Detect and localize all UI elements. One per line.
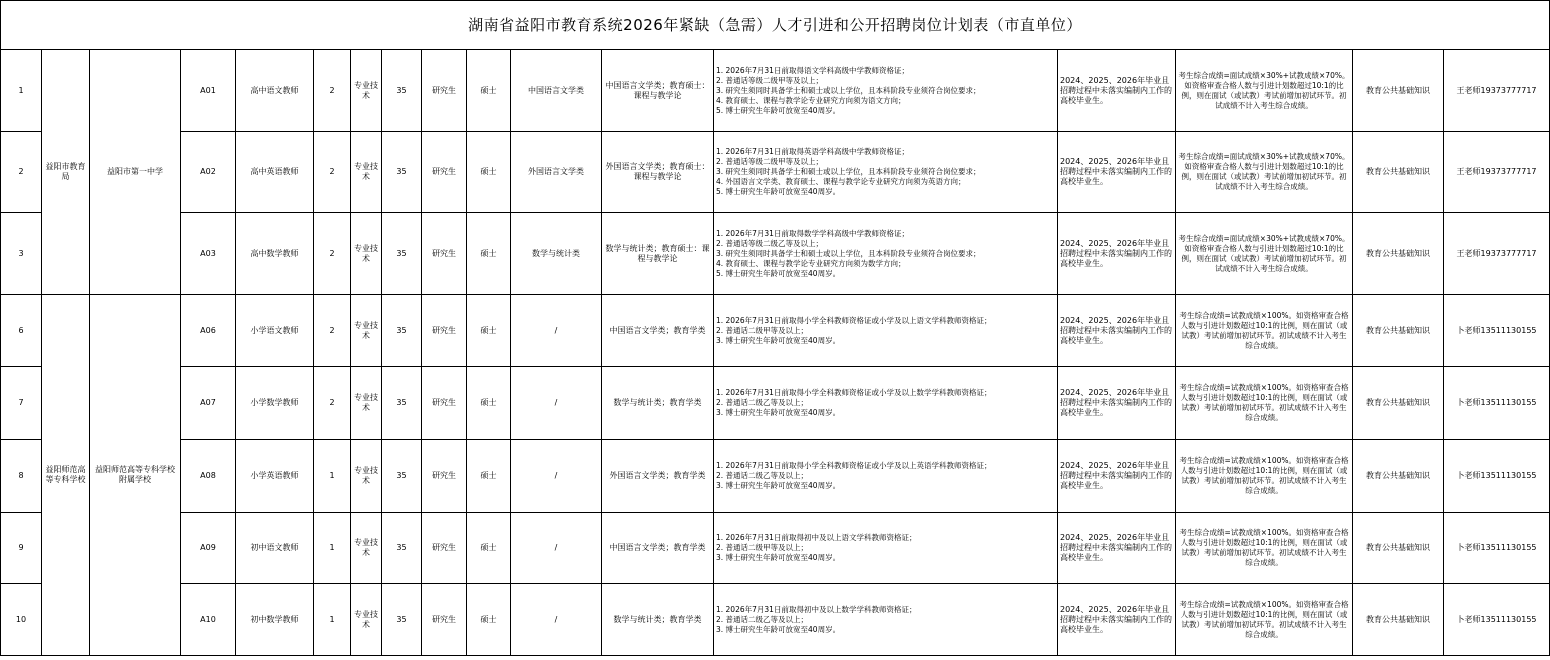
title-row	[1, 1, 1550, 50]
contact-cell[interactable]: 王老师19373777717	[1444, 132, 1550, 213]
row-number-cell[interactable]: 3	[1, 213, 42, 295]
selection-method-cell[interactable]: 考生综合成绩=面试成绩×30%+试教成绩×70%。如资格审查合格人数与引进计划数超过10:1的比例，则在面试（或试教）考试前增加初试环节。初试成绩不计入考生综合成绩。	[1176, 132, 1353, 213]
post-code-cell[interactable]: A02	[181, 132, 236, 213]
degree-cell[interactable]: 硕士	[467, 295, 511, 367]
postgrad-major-cell[interactable]: 外国语言文学类；教育学类	[602, 440, 714, 513]
requirement-line: 1. 2026年7月31日前取得初中及以上语文学科教师资格证；	[716, 533, 917, 542]
undergrad-major-cell[interactable]: 数学与统计类	[511, 213, 602, 295]
age-cell[interactable]: 35	[382, 213, 422, 295]
table-row	[1, 132, 1550, 213]
age-cell[interactable]: 35	[382, 440, 422, 513]
requirement-line: 3. 研究生须同时具备学士和硕士或以上学位，且本科阶段专业须符合岗位要求；	[716, 248, 981, 258]
postgrad-major-cell[interactable]: 中国语言文学类；教育学类	[602, 513, 714, 584]
age-cell[interactable]: 35	[382, 132, 422, 213]
age-cell[interactable]: 35	[382, 50, 422, 132]
requirement-line: 5. 博士研究生年龄可放宽至40周岁。	[716, 268, 841, 278]
requirement-line: 1. 2026年7月31日前取得英语学科高级中学教师资格证；	[716, 147, 909, 156]
requirement-line: 1. 2026年7月31日前取得小学全科教师资格证或小学及以上英语学科教师资格证；	[716, 461, 992, 470]
target-cell[interactable]: 2024、2025、2026年毕业且招聘过程中未落实编制内工作的高校毕业生。	[1058, 584, 1176, 656]
requirement-line: 1. 2026年7月31日前取得初中及以上数学学科教师资格证；	[716, 604, 917, 614]
exam-subject-cell[interactable]: 教育公共基础知识	[1353, 132, 1444, 213]
requirement-line: 2. 普通话二级乙等及以上；	[716, 471, 809, 480]
selection-method-cell[interactable]: 考生综合成绩=面试成绩×30%+试教成绩×70%。如资格审查合格人数与引进计划数超过10:1的比例，则在面试（或试教）考试前增加初试环节。初试成绩不计入考生综合成绩。	[1176, 50, 1353, 132]
row-number-cell[interactable]: 7	[1, 367, 42, 440]
undergrad-major-cell[interactable]: /	[511, 513, 602, 584]
postgrad-major-cell[interactable]: 中国语言文学类；教育硕士：课程与教学论	[602, 50, 714, 132]
target-cell[interactable]: 2024、2025、2026年毕业且招聘过程中未落实编制内工作的高校毕业生。	[1058, 295, 1176, 367]
exam-subject-cell[interactable]: 教育公共基础知识	[1353, 584, 1444, 656]
selection-method-cell[interactable]: 考生综合成绩=试教成绩×100%。如资格审查合格人数与引进计划数超过10:1的比例，则在面试（或试教）考试前增加初试环节。初试成绩不计入考生综合成绩。	[1176, 440, 1353, 513]
target-cell[interactable]: 2024、2025、2026年毕业且招聘过程中未落实编制内工作的高校毕业生。	[1058, 440, 1176, 513]
requirement-line: 2. 普通话等级二级甲等及以上；	[716, 157, 824, 166]
exam-subject-cell[interactable]: 教育公共基础知识	[1353, 213, 1444, 295]
table-row	[1, 213, 1550, 295]
requirement-line: 4. 教育硕士、课程与教学论专业研究方向须为数学方向；	[716, 258, 906, 268]
requirement-line: 1. 2026年7月31日前取得数学学科高级中学教师资格证；	[716, 228, 909, 238]
post-type-cell[interactable]: 专业技术	[351, 295, 382, 367]
postgrad-major-cell[interactable]: 中国语言文学类；教育学类	[602, 295, 714, 367]
post-name-cell[interactable]: 初中语文教师	[236, 513, 314, 584]
post-code-cell[interactable]: A08	[181, 440, 236, 513]
contact-cell[interactable]: 王老师19373777717	[1444, 213, 1550, 295]
exam-subject-cell[interactable]: 教育公共基础知识	[1353, 440, 1444, 513]
post-code-cell[interactable]: A07	[181, 367, 236, 440]
post-code-cell[interactable]: A10	[181, 584, 236, 656]
undergrad-major-cell[interactable]: /	[511, 295, 602, 367]
post-type-cell[interactable]: 专业技术	[351, 367, 382, 440]
requirement-line: 4. 教育硕士、课程与教学论专业研究方向须为语文方向；	[716, 95, 906, 105]
department-cell[interactable]: 益阳师范高等专科学校	[42, 295, 90, 656]
row-number-cell[interactable]: 1	[1, 50, 42, 132]
requirement-line: 2. 普通话二级乙等及以上；	[716, 398, 809, 407]
requirement-line: 3. 博士研究生年龄可放宽至40周岁。	[716, 624, 841, 634]
requirements-cell[interactable]	[714, 295, 1058, 367]
requirements-cell[interactable]	[714, 440, 1058, 513]
degree-cell[interactable]: 硕士	[467, 132, 511, 213]
requirement-line: 3. 博士研究生年龄可放宽至40周岁。	[716, 481, 841, 490]
post-code-cell[interactable]: A09	[181, 513, 236, 584]
post-type-cell[interactable]: 专业技术	[351, 440, 382, 513]
post-name-cell[interactable]: 小学语文教师	[236, 295, 314, 367]
requirement-line: 5. 博士研究生年龄可放宽至40周岁。	[716, 105, 841, 115]
target-cell[interactable]: 2024、2025、2026年毕业且招聘过程中未落实编制内工作的高校毕业生。	[1058, 367, 1176, 440]
age-cell[interactable]: 35	[382, 584, 422, 656]
exam-subject-cell[interactable]: 教育公共基础知识	[1353, 367, 1444, 440]
requirement-line: 2. 普通话二级乙等及以上；	[716, 614, 809, 624]
table-row	[1, 584, 1550, 656]
post-name-cell[interactable]: 初中数学教师	[236, 584, 314, 656]
undergrad-major-cell[interactable]: 外国语言文学类	[511, 132, 602, 213]
row-number-cell[interactable]: 2	[1, 132, 42, 213]
undergrad-major-cell[interactable]: /	[511, 440, 602, 513]
row-number-cell[interactable]: 8	[1, 440, 42, 513]
degree-cell[interactable]: 硕士	[467, 440, 511, 513]
postgrad-major-cell[interactable]: 数学与统计类；教育学类	[602, 584, 714, 656]
age-cell[interactable]: 35	[382, 295, 422, 367]
requirement-line: 4. 外国语言文学类、教育硕士、课程与教学论专业研究方向须为英语方向；	[716, 177, 966, 186]
row-number-cell[interactable]: 10	[1, 584, 42, 656]
table-row	[1, 50, 1550, 132]
post-type-cell[interactable]: 专业技术	[351, 513, 382, 584]
requirements-cell[interactable]	[714, 367, 1058, 440]
contact-cell[interactable]: 王老师19373777717	[1444, 50, 1550, 132]
education-cell[interactable]: 研究生	[422, 132, 467, 213]
requirement-line: 2. 普通话等级二级乙等及以上；	[716, 238, 824, 248]
row-number-cell[interactable]: 6	[1, 295, 42, 367]
requirement-line: 1. 2026年7月31日前取得小学全科教师资格证或小学及以上数学学科教师资格证；	[716, 388, 992, 397]
headcount-cell[interactable]: 1	[314, 584, 351, 656]
requirement-line: 2. 普通话等级二级甲等及以上；	[716, 75, 824, 85]
degree-cell[interactable]: 硕士	[467, 584, 511, 656]
education-cell[interactable]: 研究生	[422, 440, 467, 513]
table-title[interactable]: 湖南省益阳市教育系统2026年紧缺（急需）人才引进和公开招聘岗位计划表（市直单位）	[1, 1, 1550, 50]
requirement-line: 3. 研究生须同时具备学士和硕士或以上学位，且本科阶段专业须符合岗位要求；	[716, 167, 981, 176]
postgrad-major-cell[interactable]: 数学与统计类；教育硕士：课程与教学论	[602, 213, 714, 295]
requirement-line: 3. 博士研究生年龄可放宽至40周岁。	[716, 335, 841, 345]
department-cell[interactable]: 益阳市教育局	[42, 50, 90, 295]
requirements-cell[interactable]	[714, 132, 1058, 213]
exam-subject-cell[interactable]: 教育公共基础知识	[1353, 50, 1444, 132]
headcount-cell[interactable]: 2	[314, 295, 351, 367]
post-type-cell[interactable]: 专业技术	[351, 132, 382, 213]
post-name-cell[interactable]: 高中数学教师	[236, 213, 314, 295]
post-type-cell[interactable]: 专业技术	[351, 213, 382, 295]
exam-subject-cell[interactable]: 教育公共基础知识	[1353, 513, 1444, 584]
requirement-line: 5. 博士研究生年龄可放宽至40周岁。	[716, 187, 841, 196]
selection-method-cell[interactable]: 考生综合成绩=试教成绩×100%。如资格审查合格人数与引进计划数超过10:1的比例，则在面试（或试教）考试前增加初试环节。初试成绩不计入考生综合成绩。	[1176, 295, 1353, 367]
requirement-line: 2. 普通话二级甲等及以上；	[716, 325, 809, 335]
education-cell[interactable]: 研究生	[422, 295, 467, 367]
contact-cell[interactable]: 卜老师13511130155	[1444, 367, 1550, 440]
education-cell[interactable]: 研究生	[422, 584, 467, 656]
table-row	[1, 367, 1550, 440]
post-code-cell[interactable]: A03	[181, 213, 236, 295]
requirements-cell[interactable]	[714, 513, 1058, 584]
degree-cell[interactable]: 硕士	[467, 367, 511, 440]
table-row	[1, 440, 1550, 513]
requirement-line: 3. 博士研究生年龄可放宽至40周岁。	[716, 408, 841, 417]
post-type-cell[interactable]: 专业技术	[351, 50, 382, 132]
headcount-cell[interactable]: 1	[314, 513, 351, 584]
requirements-cell[interactable]	[714, 50, 1058, 132]
education-cell[interactable]: 研究生	[422, 50, 467, 132]
school-cell[interactable]: 益阳师范高等专科学校附属学校	[90, 295, 181, 656]
degree-cell[interactable]: 硕士	[467, 50, 511, 132]
requirement-line: 1. 2026年7月31日前取得小学全科教师资格证或小学及以上语文学科教师资格证；	[716, 315, 992, 325]
undergrad-major-cell[interactable]: 中国语言文学类	[511, 50, 602, 132]
target-cell[interactable]: 2024、2025、2026年毕业且招聘过程中未落实编制内工作的高校毕业生。	[1058, 50, 1176, 132]
requirements-cell[interactable]	[714, 584, 1058, 656]
degree-cell[interactable]: 硕士	[467, 213, 511, 295]
selection-method-cell[interactable]: 考生综合成绩=面试成绩×30%+试教成绩×70%。如资格审查合格人数与引进计划数超过10:1的比例，则在面试（或试教）考试前增加初试环节。初试成绩不计入考生综合成绩。	[1176, 213, 1353, 295]
post-type-cell[interactable]: 专业技术	[351, 584, 382, 656]
contact-cell[interactable]: 卜老师13511130155	[1444, 440, 1550, 513]
age-cell[interactable]: 35	[382, 367, 422, 440]
requirement-line: 1. 2026年7月31日前取得语文学科高级中学教师资格证；	[716, 65, 909, 75]
degree-cell[interactable]: 硕士	[467, 513, 511, 584]
requirement-line: 3. 博士研究生年龄可放宽至40周岁。	[716, 553, 841, 562]
post-name-cell[interactable]: 高中语文教师	[236, 50, 314, 132]
contact-cell[interactable]: 卜老师13511130155	[1444, 295, 1550, 367]
undergrad-major-cell[interactable]: /	[511, 367, 602, 440]
contact-cell[interactable]: 卜老师13511130155	[1444, 584, 1550, 656]
target-cell[interactable]: 2024、2025、2026年毕业且招聘过程中未落实编制内工作的高校毕业生。	[1058, 213, 1176, 295]
target-cell[interactable]: 2024、2025、2026年毕业且招聘过程中未落实编制内工作的高校毕业生。	[1058, 132, 1176, 213]
selection-method-cell[interactable]: 考生综合成绩=试教成绩×100%。如资格审查合格人数与引进计划数超过10:1的比例，则在面试（或试教）考试前增加初试环节。初试成绩不计入考生综合成绩。	[1176, 367, 1353, 440]
post-name-cell[interactable]: 高中英语教师	[236, 132, 314, 213]
postgrad-major-cell[interactable]: 数学与统计类；教育学类	[602, 367, 714, 440]
education-cell[interactable]: 研究生	[422, 213, 467, 295]
education-cell[interactable]: 研究生	[422, 367, 467, 440]
headcount-cell[interactable]: 2	[314, 50, 351, 132]
school-cell[interactable]: 益阳市第一中学	[90, 50, 181, 295]
headcount-cell[interactable]: 2	[314, 213, 351, 295]
requirement-line: 2. 普通话二级甲等及以上；	[716, 543, 809, 552]
requirement-line: 3. 研究生须同时具备学士和硕士或以上学位，且本科阶段专业须符合岗位要求；	[716, 85, 981, 95]
headcount-cell[interactable]: 2	[314, 132, 351, 213]
post-name-cell[interactable]: 小学英语教师	[236, 440, 314, 513]
education-cell[interactable]: 研究生	[422, 513, 467, 584]
requirements-cell[interactable]	[714, 213, 1058, 295]
table-row	[1, 513, 1550, 584]
exam-subject-cell[interactable]: 教育公共基础知识	[1353, 295, 1444, 367]
age-cell[interactable]: 35	[382, 513, 422, 584]
table-row	[1, 295, 1550, 367]
post-name-cell[interactable]: 小学数学教师	[236, 367, 314, 440]
row-number-cell[interactable]: 9	[1, 513, 42, 584]
post-code-cell[interactable]: A06	[181, 295, 236, 367]
contact-cell[interactable]: 卜老师13511130155	[1444, 513, 1550, 584]
selection-method-cell[interactable]: 考生综合成绩=试教成绩×100%。如资格审查合格人数与引进计划数超过10:1的比例，则在面试（或试教）考试前增加初试环节。初试成绩不计入考生综合成绩。	[1176, 513, 1353, 584]
post-code-cell[interactable]: A01	[181, 50, 236, 132]
headcount-cell[interactable]: 2	[314, 367, 351, 440]
target-cell[interactable]: 2024、2025、2026年毕业且招聘过程中未落实编制内工作的高校毕业生。	[1058, 513, 1176, 584]
postgrad-major-cell[interactable]: 外国语言文学类；教育硕士：课程与教学论	[602, 132, 714, 213]
selection-method-cell[interactable]: 考生综合成绩=试教成绩×100%。如资格审查合格人数与引进计划数超过10:1的比例，则在面试（或试教）考试前增加初试环节。初试成绩不计入考生综合成绩。	[1176, 584, 1353, 656]
undergrad-major-cell[interactable]: /	[511, 584, 602, 656]
headcount-cell[interactable]: 1	[314, 440, 351, 513]
